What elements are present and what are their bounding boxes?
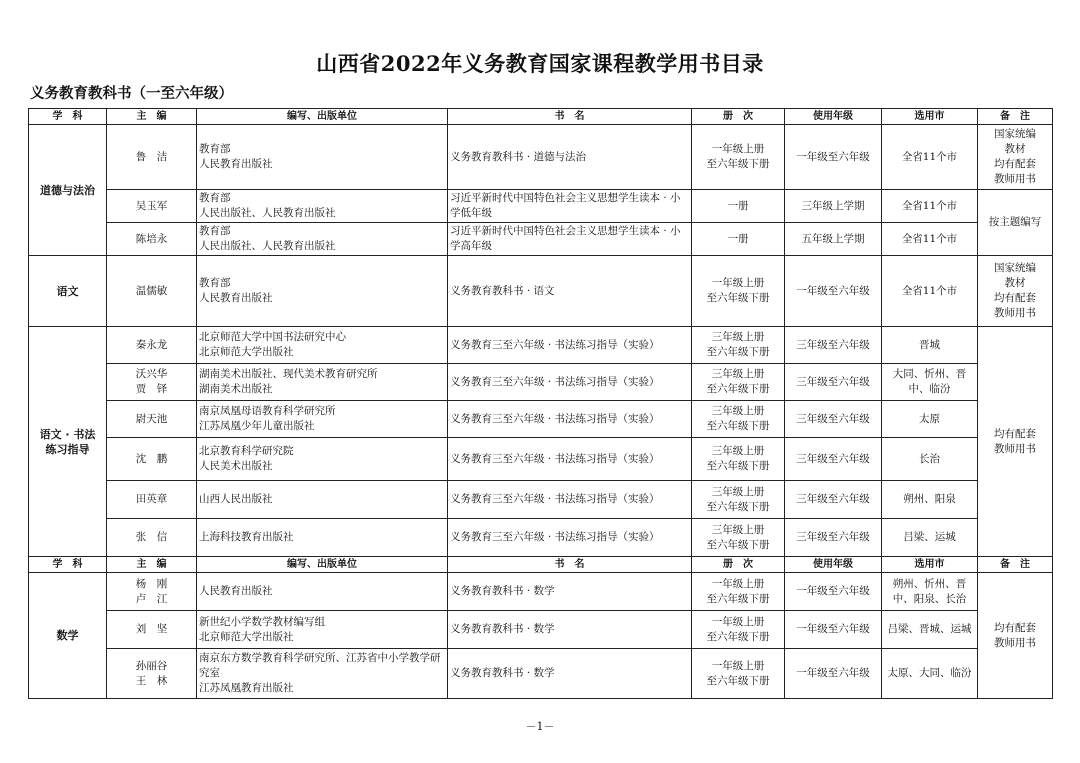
text-line: 教材 [1004, 277, 1026, 289]
column-header: 册 次 [692, 557, 785, 573]
book-title-cell [448, 327, 692, 364]
table-row [29, 481, 1053, 519]
text-line: 人民教育出版社 [199, 158, 273, 170]
text-line: 北京教育科学研究院 [199, 445, 294, 457]
book-title-cell [448, 438, 692, 481]
volume-cell [692, 401, 785, 438]
editor-cell [107, 327, 197, 364]
text-line: 练习指导 [45, 442, 90, 456]
volume-cell [692, 519, 785, 557]
table-row [29, 364, 1053, 401]
grade-cell: 三年级至六年级 [785, 327, 882, 364]
note-cell [978, 327, 1053, 557]
page-number: －1－ [525, 720, 555, 733]
column-header: 主 编 [107, 109, 197, 125]
text-line: 均有配套 [994, 158, 1036, 170]
text-line: 北京师范大学出版社 [199, 630, 294, 643]
volume-cell [692, 649, 785, 699]
text-line: 沃兴华 [135, 368, 168, 380]
text-line: 教师用书 [994, 173, 1036, 185]
text-line: 南京东方数学教育科学研究所、江苏省中小学教学研究室 [199, 652, 441, 679]
section-subtitle: 义务教育教科书（一至六年级） [30, 85, 233, 102]
text-line: 至六年级下册 [706, 420, 770, 432]
book-title-cell [448, 481, 692, 519]
volume-cell [692, 327, 785, 364]
cities-cell [882, 125, 978, 190]
text-line: 尉天池 [135, 412, 168, 425]
grade-cell: 三年级至六年级 [785, 401, 882, 438]
grade-cell: 一年级至六年级 [785, 573, 882, 611]
publisher-cell [197, 481, 448, 519]
text-line: 教育部 [199, 225, 231, 237]
column-header: 备 注 [978, 557, 1053, 573]
note-cell [978, 256, 1053, 327]
text-line: 至六年级下册 [706, 674, 770, 687]
cities-text: 全省11个市 [901, 150, 958, 163]
editor-cell [107, 611, 197, 649]
text-line: 教育部 [199, 277, 231, 289]
book-title: 义务教育教科书 · 数学 [450, 585, 555, 597]
subject-cell [29, 327, 107, 557]
volume-cell [692, 223, 785, 256]
publisher-cell [197, 256, 448, 327]
text-line: 至六年级下册 [706, 158, 770, 170]
text-line: 湖南美术出版社、现代美术教育研究所 [199, 368, 378, 380]
book-title: 义务教育教科书 · 数学 [450, 623, 555, 635]
publisher-cell [197, 364, 448, 401]
text-line: 至六年级下册 [706, 460, 770, 472]
note-cell [978, 125, 1053, 190]
publisher-cell [197, 649, 448, 699]
cities-text: 太原 [919, 412, 940, 425]
text-line: 教育部 [199, 192, 231, 204]
book-title-cell [448, 649, 692, 699]
text-line: 人民出版社、人民教育出版社 [199, 207, 336, 219]
publisher-cell [197, 125, 448, 190]
book-title: 义务教育教科书 · 数学 [450, 667, 555, 679]
text-line: 教材 [1004, 143, 1026, 155]
volume-cell [692, 364, 785, 401]
text-line: 一年级上册 [711, 577, 765, 590]
editor-cell [107, 649, 197, 699]
book-title: 义务教育三至六年级 · 书法练习指导（实验） [450, 531, 660, 543]
text-line: 国家统编 [994, 128, 1036, 140]
text-line: 至六年级下册 [706, 538, 770, 551]
cities-cell [882, 481, 978, 519]
column-header: 册 次 [692, 109, 785, 125]
table-row [29, 611, 1053, 649]
book-title: 义务教育三至六年级 · 书法练习指导（实验） [450, 375, 660, 388]
grade-cell: 三年级至六年级 [785, 364, 882, 401]
column-header: 书 名 [448, 109, 692, 125]
editor-cell [107, 481, 197, 519]
text-line: 一年级上册 [711, 143, 765, 155]
grade-cell: 一年级至六年级 [785, 649, 882, 699]
text-line: 湖南美术出版社 [199, 383, 273, 395]
note-cell: 按主题编写 [978, 190, 1053, 256]
editor-cell [107, 125, 197, 190]
text-line: 孙丽谷 [135, 659, 168, 672]
column-header: 选用市 [882, 557, 978, 573]
grade-cell: 一年级至六年级 [785, 611, 882, 649]
text-line: 教师用书 [994, 636, 1036, 649]
text-line: 卢 江 [135, 592, 168, 605]
cities-text: 全省11个市 [901, 284, 958, 297]
cities-text: 大同、忻州、晋中、临汾 [892, 368, 967, 395]
text-line: 一册 [727, 199, 749, 212]
grade-cell: 三年级至六年级 [785, 438, 882, 481]
text-line: 南京凤凰母语教育科学研究所 [199, 405, 336, 417]
text-line: 一年级上册 [711, 615, 765, 628]
text-line: 吴玉军 [135, 199, 168, 212]
cities-cell [882, 611, 978, 649]
cities-cell [882, 364, 978, 401]
book-title: 义务教育三至六年级 · 书法练习指导（实验） [450, 493, 660, 505]
text-line: 三年级上册 [711, 485, 765, 498]
publisher-cell [197, 401, 448, 438]
book-title-cell [448, 364, 692, 401]
cities-text: 太原、大同、临汾 [887, 667, 972, 679]
text-line: 一年级上册 [711, 659, 765, 672]
publisher-cell [197, 611, 448, 649]
text-line: 上海科技教育出版社 [199, 531, 294, 543]
text-line: 北京师范大学出版社 [199, 346, 294, 358]
cities-text: 晋城 [919, 338, 940, 351]
text-line: 人民出版社、人民教育出版社 [199, 240, 336, 252]
book-title: 义务教育三至六年级 · 书法练习指导（实验） [450, 452, 660, 465]
book-title-cell [448, 519, 692, 557]
text-line: 田英章 [135, 493, 168, 505]
text-line: 陈培永 [135, 232, 168, 245]
column-header: 编写、出版单位 [197, 557, 448, 573]
column-header: 书 名 [448, 557, 692, 573]
table-row [29, 190, 1053, 223]
text-line: 至六年级下册 [706, 592, 770, 605]
table-row [29, 401, 1053, 438]
book-title-cell [448, 125, 692, 190]
volume-cell [692, 573, 785, 611]
column-header: 学 科 [29, 109, 107, 125]
book-title: 习近平新时代中国特色社会主义思想学生读本 · 小学低年级 [450, 192, 681, 219]
header-row [29, 109, 1053, 125]
grade-cell: 三年级至六年级 [785, 481, 882, 519]
text-line: 至六年级下册 [706, 630, 770, 643]
text-line: 三年级上册 [711, 405, 765, 417]
table-row [29, 519, 1053, 557]
editor-cell [107, 256, 197, 327]
publisher-cell [197, 223, 448, 256]
cities-text: 全省11个市 [901, 232, 958, 245]
cities-text: 朔州、阳泉 [903, 493, 956, 505]
book-title: 义务教育三至六年级 · 书法练习指导（实验） [450, 338, 660, 351]
publisher-cell [197, 327, 448, 364]
text-line: 张 信 [135, 531, 168, 543]
text-line: 杨 刚 [135, 577, 168, 590]
table-row [29, 256, 1053, 327]
text-line: 温儒敏 [135, 284, 168, 297]
cities-text: 全省11个市 [901, 199, 958, 212]
subject-cell: 道德与法治 [29, 125, 107, 256]
editor-cell [107, 223, 197, 256]
volume-cell [692, 481, 785, 519]
column-header: 使用年级 [785, 109, 882, 125]
text-line: 教师用书 [994, 307, 1036, 319]
text-line: 均有配套 [994, 427, 1036, 440]
publisher-cell [197, 438, 448, 481]
header-row [29, 557, 1053, 573]
text-line: 新世纪小学数学教材编写组 [199, 615, 325, 628]
cities-cell [882, 519, 978, 557]
book-title-cell [448, 223, 692, 256]
text-line: 人民教育出版社 [199, 292, 273, 304]
text-line: 秦永龙 [135, 338, 168, 351]
cities-cell [882, 190, 978, 223]
book-title-cell [448, 401, 692, 438]
book-title: 义务教育教科书 · 语文 [450, 284, 555, 297]
editor-cell [107, 519, 197, 557]
column-header: 主 编 [107, 557, 197, 573]
cities-cell [882, 256, 978, 327]
editor-cell [107, 401, 197, 438]
text-line: 鲁 洁 [135, 150, 168, 163]
editor-cell [107, 364, 197, 401]
text-line: 至六年级下册 [706, 292, 770, 304]
cities-cell [882, 573, 978, 611]
textbook-table [28, 108, 1053, 699]
text-line: 沈 鹏 [135, 452, 168, 465]
text-line: 三年级上册 [711, 523, 765, 536]
column-header: 选用市 [882, 109, 978, 125]
grade-cell: 一年级至六年级 [785, 256, 882, 327]
cities-cell [882, 401, 978, 438]
book-title: 义务教育教科书 · 道德与法治 [450, 150, 587, 163]
text-line: 教师用书 [994, 442, 1036, 455]
cities-text: 朔州、忻州、晋中、阳泉、长治 [892, 577, 967, 605]
book-title: 习近平新时代中国特色社会主义思想学生读本 · 小学高年级 [450, 225, 681, 252]
text-line: 贾 铎 [135, 383, 168, 395]
cities-text: 吕梁、运城 [903, 531, 956, 543]
subject-cell: 数学 [29, 573, 107, 699]
book-title: 义务教育三至六年级 · 书法练习指导（实验） [450, 412, 660, 425]
text-line: 均有配套 [994, 621, 1036, 634]
cities-cell [882, 649, 978, 699]
cities-cell [882, 327, 978, 364]
text-line: 至六年级下册 [706, 346, 770, 358]
text-line: 三年级上册 [711, 331, 765, 343]
volume-cell [692, 611, 785, 649]
text-line: 三年级上册 [711, 368, 765, 380]
grade-cell: 三年级上学期 [785, 190, 882, 223]
volume-cell [692, 125, 785, 190]
text-line: 三年级上册 [711, 445, 765, 457]
text-line: 刘 坚 [135, 623, 168, 635]
text-line: 一册 [727, 232, 749, 245]
publisher-cell [197, 519, 448, 557]
text-line: 至六年级下册 [706, 500, 770, 513]
text-line: 国家统编 [994, 262, 1036, 274]
publisher-cell [197, 573, 448, 611]
table-row [29, 125, 1053, 190]
text-line: 一年级上册 [711, 277, 765, 289]
text-line: 至六年级下册 [706, 383, 770, 395]
editor-cell [107, 573, 197, 611]
text-line: 江苏凤凰少年儿童出版社 [199, 420, 315, 432]
publisher-cell [197, 190, 448, 223]
grade-cell: 三年级至六年级 [785, 519, 882, 557]
subject-cell: 语文 [29, 256, 107, 327]
book-title-cell [448, 573, 692, 611]
page-title: 山西省2022年义务教育国家课程教学用书目录 [316, 51, 764, 76]
book-title-cell [448, 256, 692, 327]
editor-cell [107, 438, 197, 481]
table-row [29, 573, 1053, 611]
volume-cell [692, 190, 785, 223]
text-line: 语文 · 书法 [39, 427, 96, 441]
column-header: 编写、出版单位 [197, 109, 448, 125]
note-cell [978, 573, 1053, 699]
table-row [29, 223, 1053, 256]
text-line: 人民美术出版社 [199, 460, 273, 472]
cities-cell [882, 438, 978, 481]
text-line: 山西人民出版社 [199, 493, 273, 505]
text-line: 人民教育出版社 [199, 585, 273, 597]
table-row [29, 327, 1053, 364]
column-header: 使用年级 [785, 557, 882, 573]
column-header: 学 科 [29, 557, 107, 573]
book-title-cell [448, 190, 692, 223]
cities-text: 吕梁、晋城、运城 [887, 623, 972, 635]
text-line: 王 林 [135, 674, 168, 687]
book-title-cell [448, 611, 692, 649]
cities-text: 长治 [919, 452, 940, 465]
column-header: 备 注 [978, 109, 1053, 125]
grade-cell: 五年级上学期 [785, 223, 882, 256]
text-line: 教育部 [199, 143, 231, 155]
cities-cell [882, 223, 978, 256]
table-row [29, 649, 1053, 699]
text-line: 北京师范大学中国书法研究中心 [199, 331, 346, 343]
text-line: 均有配套 [994, 292, 1036, 304]
editor-cell [107, 190, 197, 223]
table-row [29, 438, 1053, 481]
volume-cell [692, 438, 785, 481]
volume-cell [692, 256, 785, 327]
text-line: 江苏凤凰教育出版社 [199, 682, 294, 694]
grade-cell: 一年级至六年级 [785, 125, 882, 190]
